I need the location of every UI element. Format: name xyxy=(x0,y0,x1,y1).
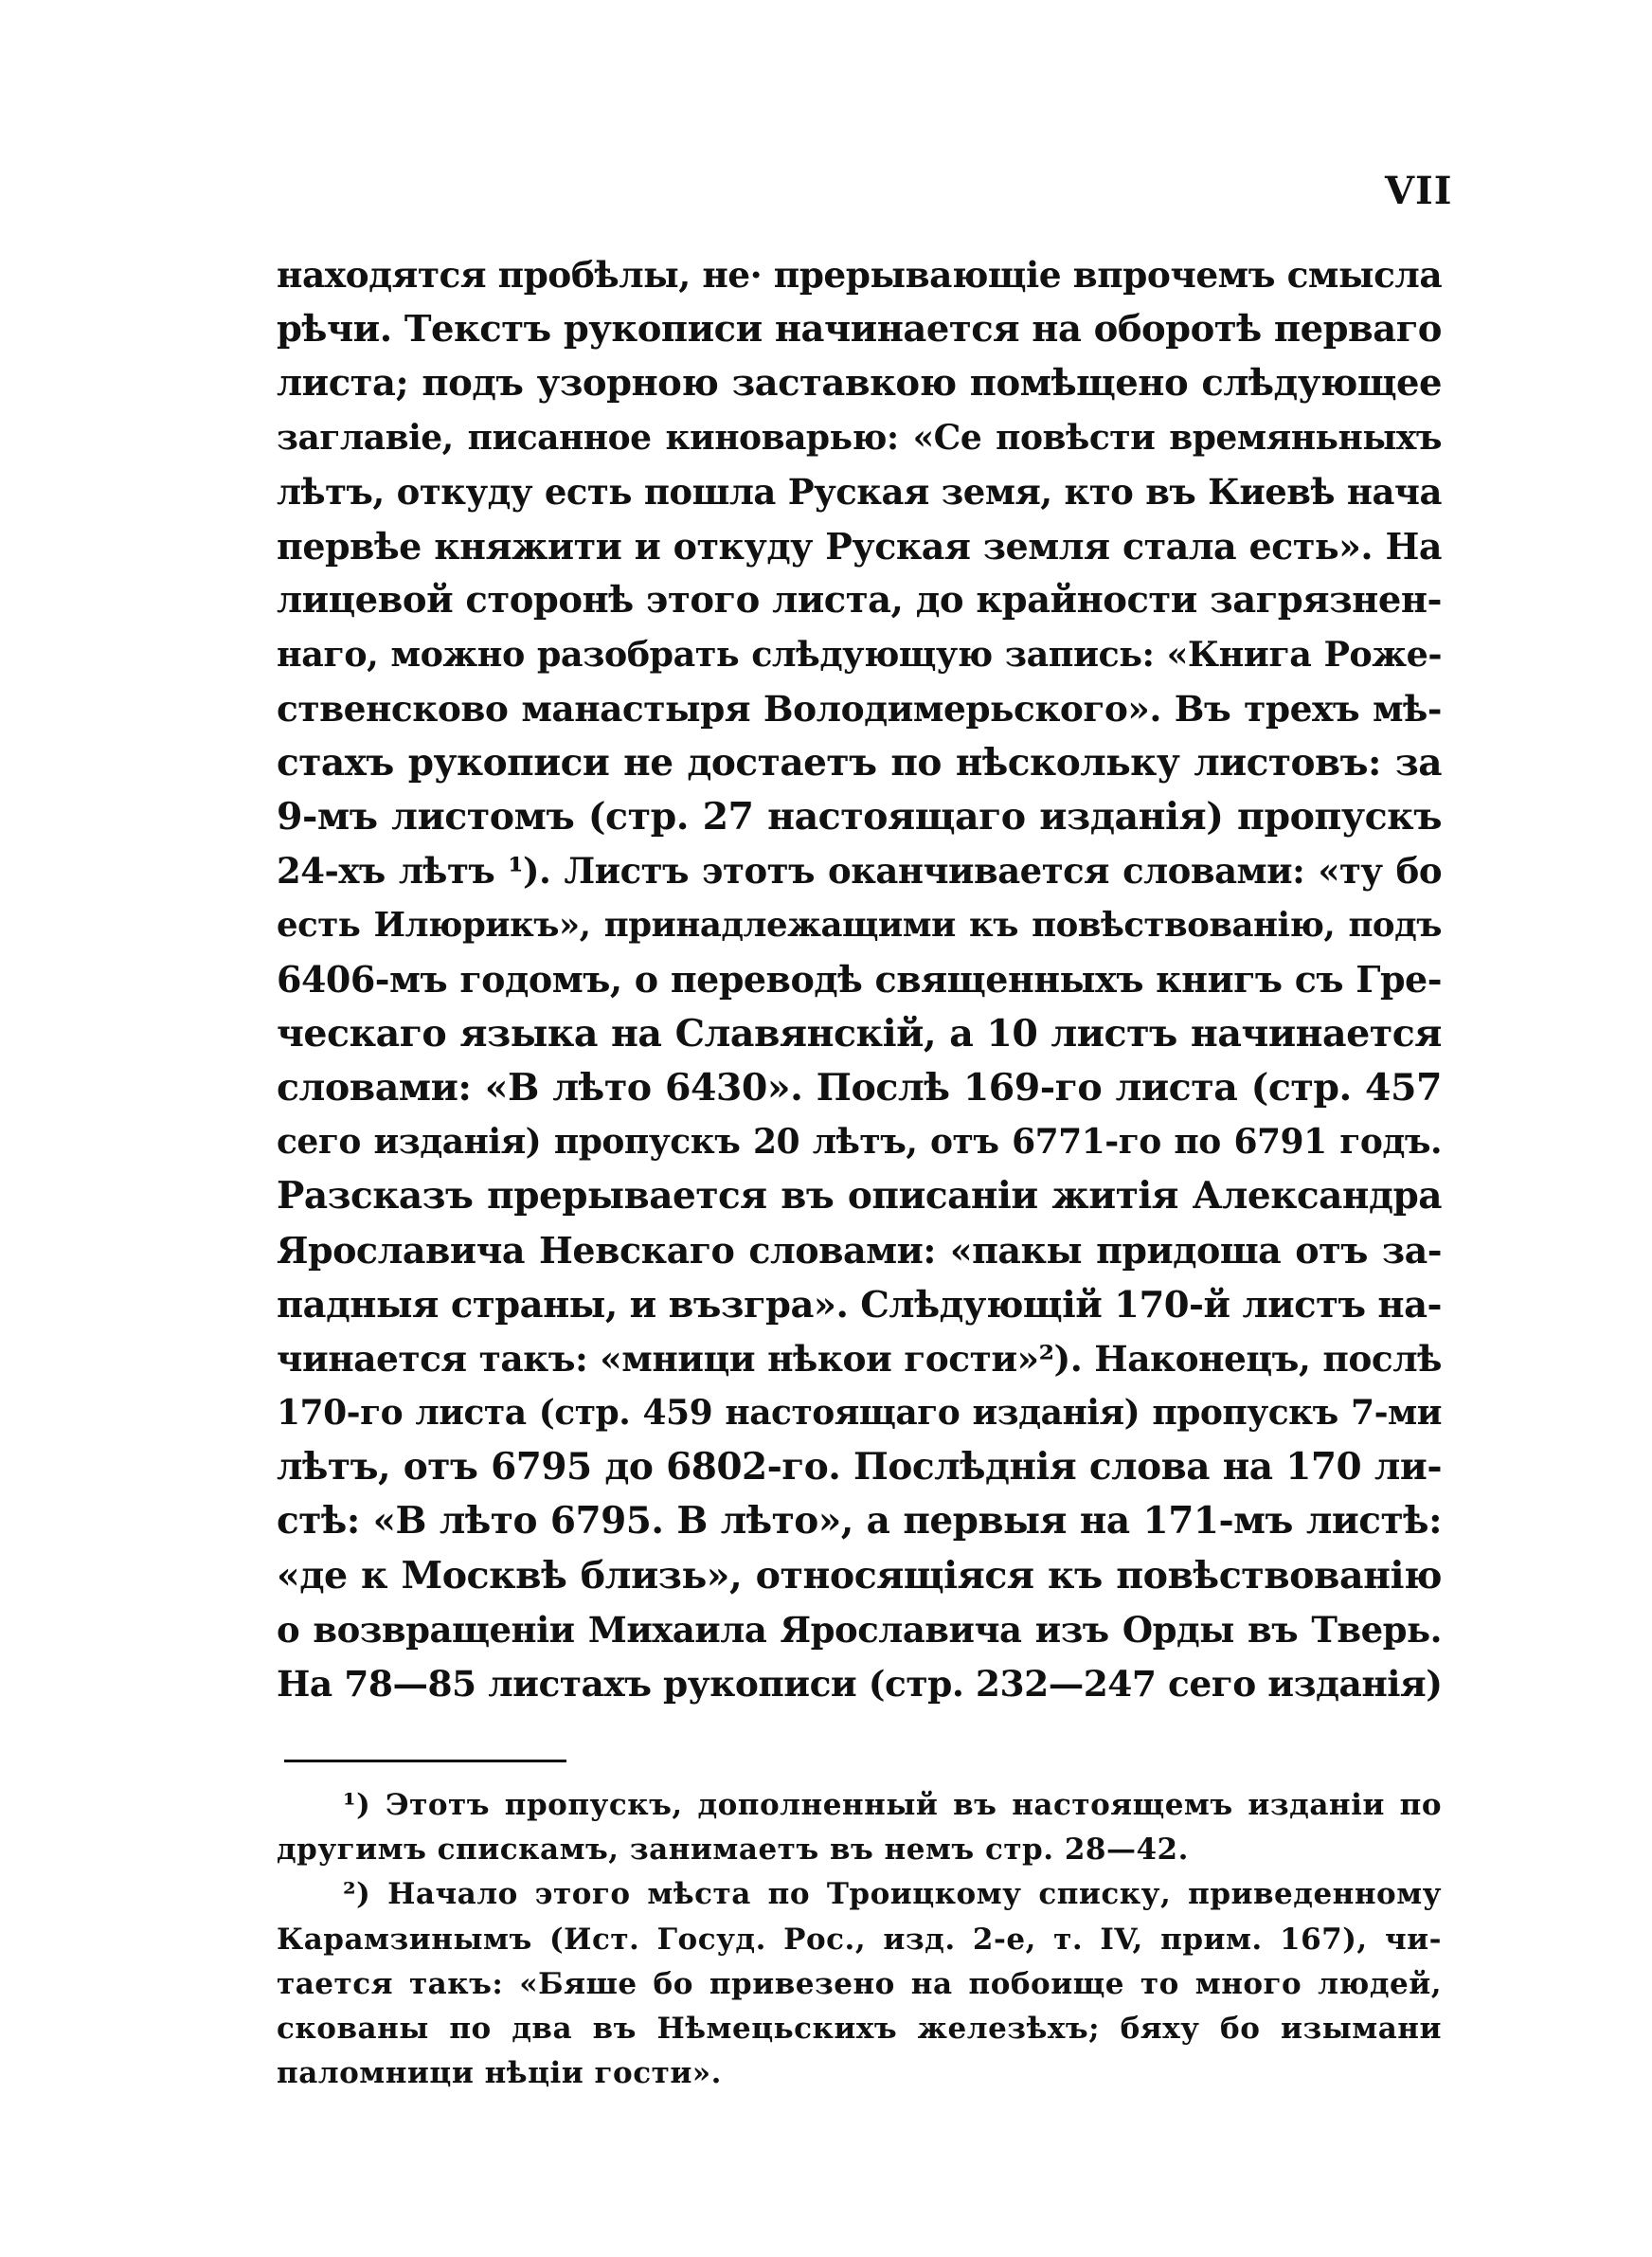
footnotes xyxy=(277,1783,1442,2096)
text-line: есть Илюрикъ», принадлежащими къ повѣствованію, подъ xyxy=(277,906,1442,946)
footnote-line: ¹) Этотъ пропускъ, дополненный въ настоящемъ изданіи по xyxy=(343,1788,1442,1822)
text-line: 170-го листа (стр. 459 настоящаго изданія) пропускъ 7-ми xyxy=(277,1392,1442,1433)
footnote-1 xyxy=(277,1783,1442,1872)
text-line: о возвращеніи Михаила Ярославича изъ Орды въ Тверь. xyxy=(277,1608,1442,1651)
text-line: лицевой сторонѣ этого листа, до крайности загрязнен- xyxy=(277,579,1442,623)
text-line: лѣтъ, откуду есть пошла Руская земя, кто въ Киевѣ нача xyxy=(277,470,1442,513)
text-line: стахъ рукописи не достаетъ по нѣскольку листовъ: за xyxy=(277,740,1442,785)
text-line: падныя страны, и възгра». Слѣдующій 170-й листъ на- xyxy=(277,1283,1443,1327)
text-line: находятся пробѣлы, не· прерывающіе впрочемъ смысла xyxy=(277,254,1443,296)
text-line: стѣ: «В лѣто 6795. В лѣто», а первыя на 171-мъ листѣ: xyxy=(277,1499,1442,1544)
footnote-line: ²) Начало этого мѣста по Троицкому списку, приведенному xyxy=(343,1877,1442,1912)
text-line: ственсково манастыря Володимерьского». Въ трехъ мѣ- xyxy=(277,687,1442,730)
text-line: ческаго языка на Славянскій, а 10 листъ начинается xyxy=(277,1011,1442,1056)
text-line: заглавіе, писанное киноварью: «Се повѣсти времяньныхъ xyxy=(277,417,1442,458)
footnote-line: паломници нѣціи гости». xyxy=(277,2056,722,2091)
text-line: 24-хъ лѣтъ ¹). Листъ этотъ оканчивается словами: «ту бо xyxy=(277,850,1442,893)
footnote-line: Карамзинымъ (Ист. Госуд. Рос., изд. 2-е, т. IV, прим. 167), чи- xyxy=(277,1922,1442,1957)
text-line: Разсказъ прерывается въ описаніи житія Александра xyxy=(277,1174,1442,1219)
text-line: чинается такъ: «мници нѣкои гости»²). Наконецъ, послѣ xyxy=(277,1337,1442,1380)
footnote-2 xyxy=(277,1872,1442,2096)
footnote-line: тается такъ: «Бяше бо привезено на побоище то много людей, xyxy=(277,1966,1442,2001)
footnote-line: скованы по два въ Нѣмецьскихъ железѣхъ; бяху бо изымани xyxy=(277,2011,1442,2046)
text-line: сего изданія) пропускъ 20 лѣтъ, отъ 6771-го по 6791 годъ. xyxy=(277,1122,1442,1162)
text-line: Ярославича Невскаго словами: «пакы придоша отъ за- xyxy=(277,1229,1442,1273)
text-line: лѣтъ, отъ 6795 до 6802-го. Послѣднія слова на 170 ли- xyxy=(277,1445,1442,1490)
text-line: На 78—85 листахъ рукописи (стр. 232—247 сего изданія) xyxy=(277,1662,1443,1705)
text-line: 6406-мъ годомъ, о переводѣ священныхъ книгъ съ Гре- xyxy=(277,958,1442,1002)
text-line: наго, можно разобрать слѣдующую запись: «Книга Роже- xyxy=(277,634,1442,676)
text-line: «де к Москвѣ близь», относящіяся къ повѣствованію xyxy=(277,1553,1442,1598)
page-number: VII xyxy=(1385,169,1453,213)
footnote-line: другимъ спискамъ, занимаетъ въ немъ стр. 28—42. xyxy=(277,1833,1189,1868)
text-line: рѣчи. Текстъ рукописи начинается на оборотѣ перваго xyxy=(277,308,1442,352)
text-line: 9-мъ листомъ (стр. 27 настоящаго изданія) пропускъ xyxy=(277,794,1442,839)
text-line: словами: «В лѣто 6430». Послѣ 169-го листа (стр. 457 xyxy=(277,1065,1442,1110)
footnote-separator xyxy=(284,1760,566,1762)
main-text xyxy=(277,248,1442,1711)
text-line: листа; подъ узорною заставкою помѣщено слѣдующее xyxy=(277,362,1442,406)
text-line: первѣе княжити и откуду Руская земля стала есть». На xyxy=(277,524,1442,568)
